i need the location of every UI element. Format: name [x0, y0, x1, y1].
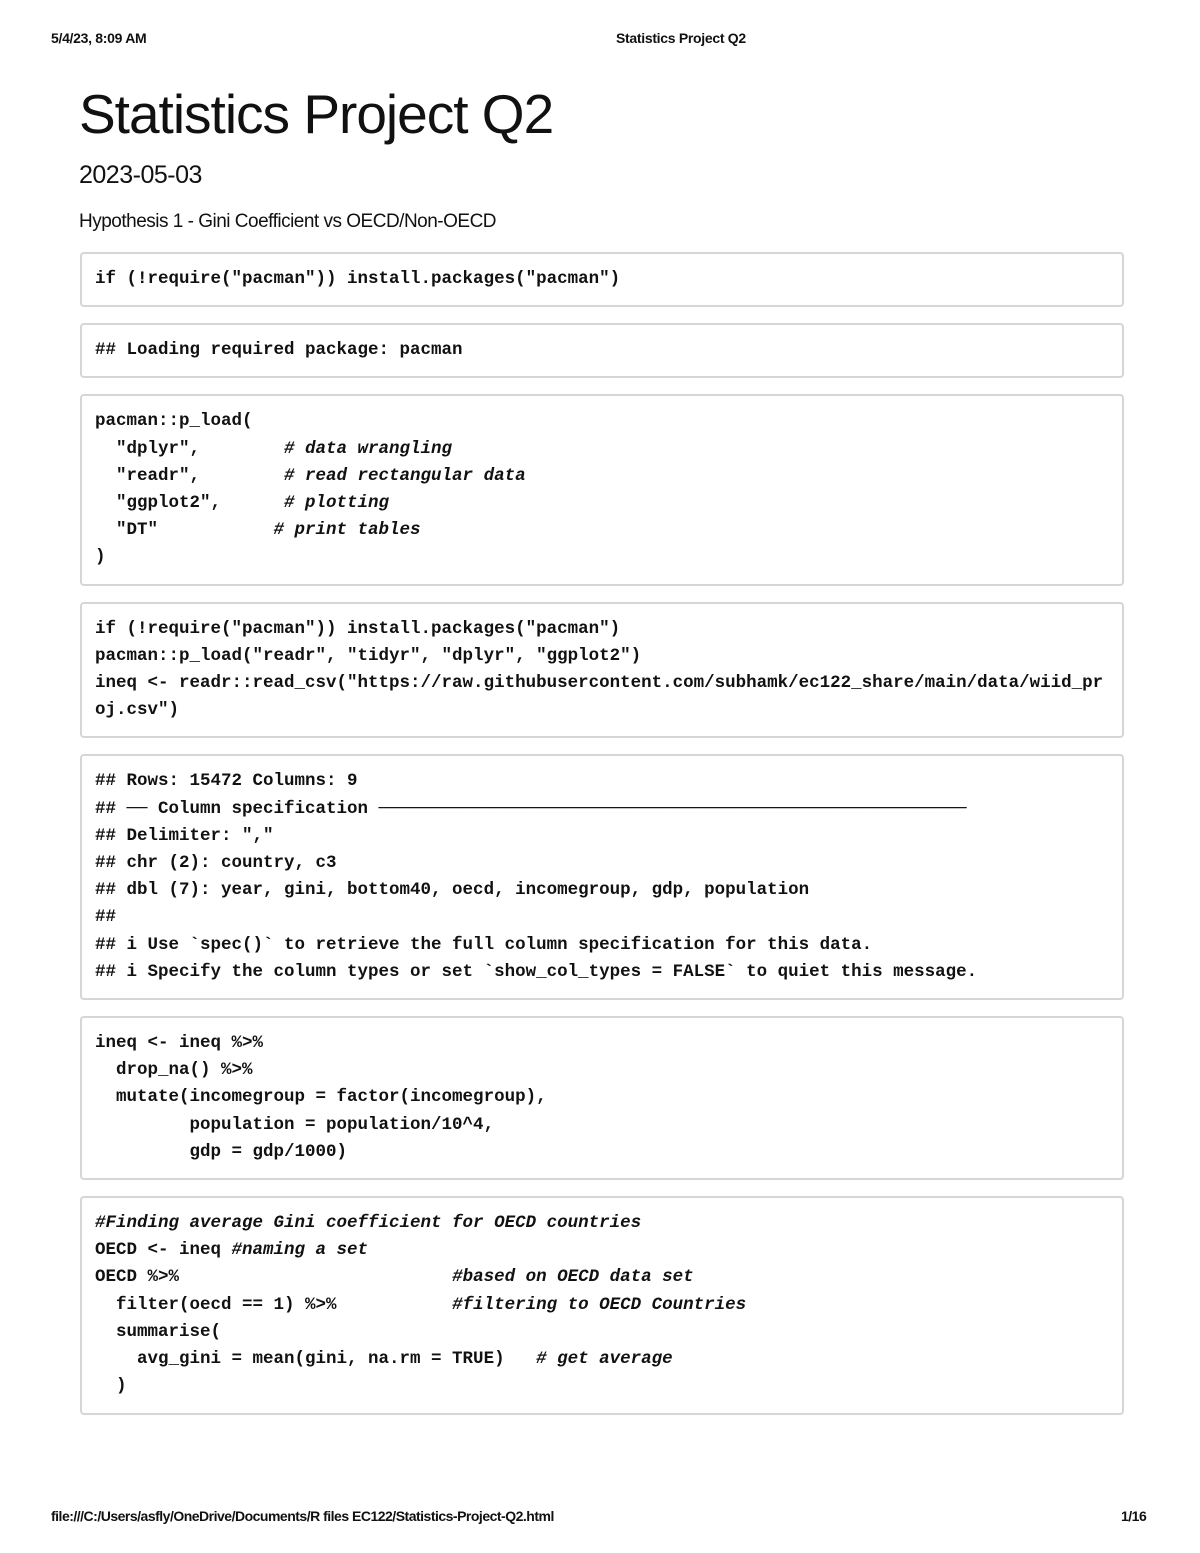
code-line — [95, 1264, 1108, 1291]
code-line — [95, 850, 1108, 877]
print-footer-path: file:///C:/Users/asfly/OneDrive/Documents/R files EC122/Statistics-Project-Q2.html — [51, 1508, 554, 1524]
code-comment: # get average — [536, 1349, 673, 1370]
code-line — [95, 768, 1108, 795]
code-comment: # print tables — [273, 520, 421, 541]
code-line — [95, 337, 1108, 364]
code-text: OECD %>% — [95, 1267, 453, 1288]
code-line — [95, 1030, 1108, 1057]
print-timestamp: 5/4/23, 8:09 AM — [51, 30, 147, 46]
code-text: pacman::p_load( — [95, 411, 253, 432]
code-line — [95, 436, 1108, 463]
code-line — [95, 959, 1108, 986]
code-text: gdp = gdp/1000) — [95, 1141, 348, 1162]
code-text: filter(oecd == 1) %>% — [95, 1294, 453, 1315]
code-line — [95, 463, 1108, 490]
code-line — [95, 932, 1108, 959]
code-line — [95, 544, 1108, 571]
section-heading: Hypothesis 1 - Gini Coefficient vs OECD/Non-OECD — [79, 211, 497, 232]
code-line — [95, 1210, 1108, 1237]
code-text: population = population/10^4, — [95, 1114, 495, 1135]
code-comment: #based on OECD data set — [452, 1267, 694, 1288]
code-line — [95, 490, 1108, 517]
code-text: oj.csv") — [95, 700, 180, 721]
code-comment: #Finding average Gini coefficient for OECD countries — [95, 1213, 642, 1234]
code-chunk — [80, 394, 1124, 585]
code-line — [95, 1084, 1108, 1111]
code-comment: # read rectangular data — [284, 465, 526, 486]
code-line — [95, 266, 1108, 293]
code-text: pacman::p_load("readr", "tidyr", "dplyr", "ggplot2") — [95, 645, 642, 666]
code-line — [95, 616, 1108, 643]
code-line — [95, 517, 1108, 544]
code-text: ## chr (2): country, c3 — [95, 853, 337, 874]
code-text: ## ── Column specification ──────────────────────────────────────────────────────── — [95, 798, 967, 819]
code-line — [95, 877, 1108, 904]
code-text: mutate(incomegroup = factor(incomegroup), — [95, 1087, 547, 1108]
code-line — [95, 1237, 1108, 1264]
code-text: "DT" — [95, 520, 274, 541]
code-comment: # plotting — [284, 493, 390, 514]
code-chunk — [80, 1196, 1124, 1414]
code-text: OECD <- ineq — [95, 1240, 232, 1261]
code-text: ## Delimiter: "," — [95, 825, 274, 846]
code-text: avg_gini = mean(gini, na.rm = TRUE) — [95, 1349, 537, 1370]
code-text: "dplyr", — [95, 438, 285, 459]
code-text: drop_na() %>% — [95, 1060, 253, 1081]
code-text: ) — [95, 547, 106, 568]
code-line — [95, 408, 1108, 435]
code-text: ) — [95, 1376, 127, 1397]
code-chunk — [80, 602, 1124, 739]
document-date: 2023-05-03 — [79, 161, 202, 189]
page-title: Statistics Project Q2 — [79, 83, 554, 145]
output-chunk — [80, 754, 1124, 1000]
code-line — [95, 643, 1108, 670]
code-chunk — [80, 252, 1124, 307]
code-text: "ggplot2", — [95, 493, 285, 514]
code-text: ineq <- ineq %>% — [95, 1033, 264, 1054]
code-text: ## dbl (7): year, gini, bottom40, oecd, incomegroup, gdp, population — [95, 880, 810, 901]
code-text: if (!require("pacman")) install.packages("pacman") — [95, 618, 621, 639]
code-comment: # data wrangling — [284, 438, 453, 459]
code-line — [95, 904, 1108, 931]
code-line — [95, 1112, 1108, 1139]
code-line — [95, 1373, 1108, 1400]
code-text: ## i Specify the column types or set `show_col_types = FALSE` to quiet this message. — [95, 961, 978, 982]
code-line — [95, 670, 1108, 697]
code-line — [95, 1292, 1108, 1319]
code-comment: #naming a set — [231, 1240, 369, 1261]
code-comment: #filtering to OECD Countries — [452, 1294, 747, 1315]
code-line — [95, 1139, 1108, 1166]
code-text: "readr", — [95, 465, 285, 486]
code-text: ineq <- readr::read_csv("https://raw.githubusercontent.com/subhamk/ec122_share/main/data/wiid_pr — [95, 673, 1104, 694]
code-text: summarise( — [95, 1321, 222, 1342]
code-blocks — [80, 252, 1124, 1431]
output-chunk — [80, 323, 1124, 378]
code-text: ## — [95, 907, 117, 928]
code-text: ## i Use `spec()` to retrieve the full column specification for this data. — [95, 934, 873, 955]
code-line — [95, 823, 1108, 850]
print-header-title: Statistics Project Q2 — [616, 30, 746, 46]
code-line — [95, 1319, 1108, 1346]
code-text: ## Rows: 15472 Columns: 9 — [95, 771, 358, 792]
code-line — [95, 796, 1108, 823]
code-chunk — [80, 1016, 1124, 1180]
page-number: 1/16 — [1121, 1508, 1147, 1524]
code-line — [95, 1057, 1108, 1084]
code-text: if (!require("pacman")) install.packages("pacman") — [95, 269, 621, 289]
code-text: ## Loading required package: pacman — [95, 340, 463, 361]
code-line — [95, 697, 1108, 724]
code-line — [95, 1346, 1108, 1373]
